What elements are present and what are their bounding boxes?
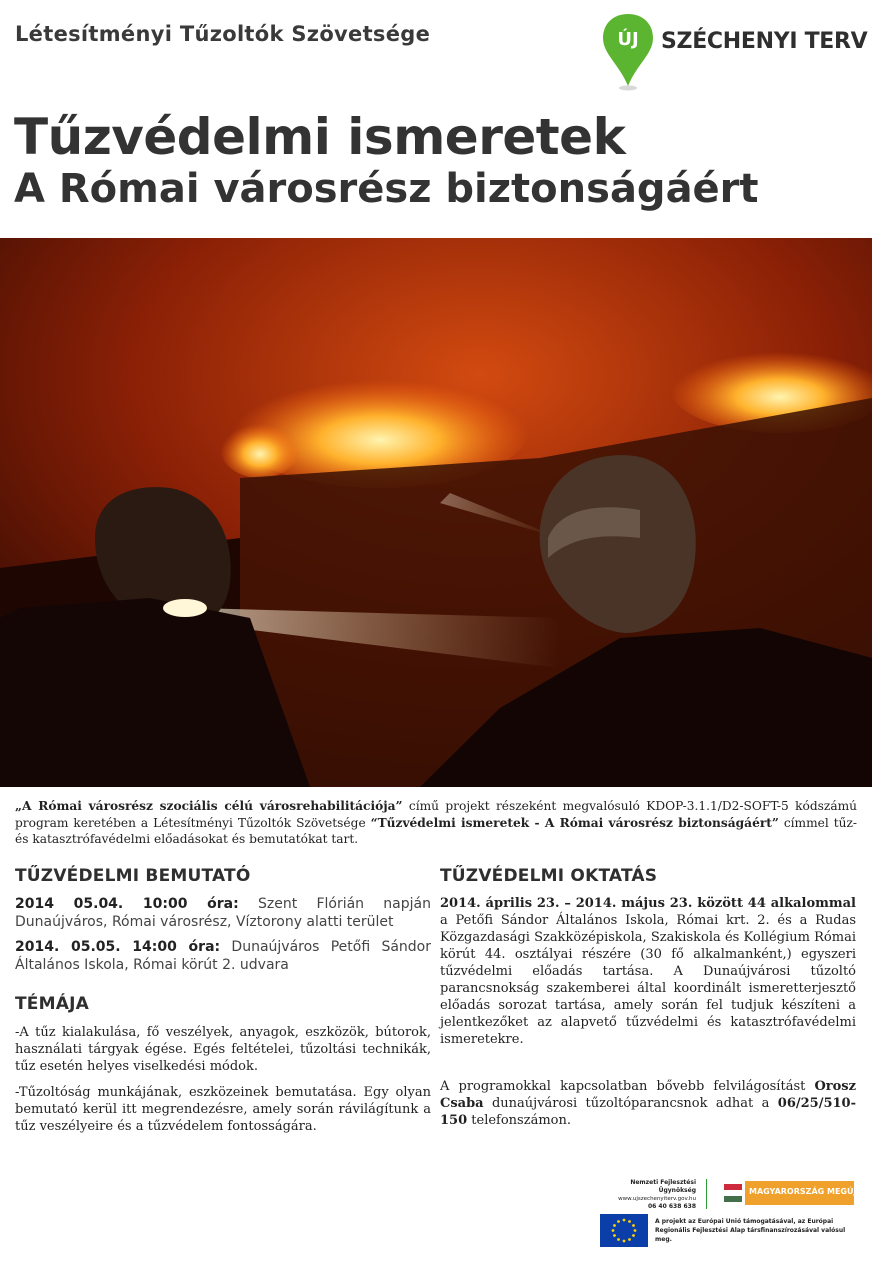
- nfu-block: [600, 1179, 696, 1211]
- bemutato-heading: TŰZVÉDELMI BEMUTATÓ: [15, 866, 251, 886]
- page-subtitle: A Római városrész biztonságáért: [14, 166, 759, 212]
- contact-name: Orosz Csaba: [440, 1079, 856, 1111]
- contact-paragraph: [440, 1078, 856, 1129]
- nfu-phone: 06 40 638 638: [647, 1203, 696, 1210]
- logo-letter: ÚJ: [617, 29, 639, 50]
- intro-paragraph: [15, 798, 857, 848]
- project-name: „A Római városrész szociális célú városrehabilitációja”: [15, 799, 403, 813]
- left-column: [15, 866, 431, 1135]
- temaja-paragraph-2: -Tűzoltóság munkájának, eszközeinek bemutatása. Egy olyan bemutató kerül itt megrendezésre, amely során rávilágítunk a tűz veszélyeire és a tűzvédelem fontosságára.: [15, 1085, 431, 1134]
- contact-text-2: dunaújvárosi tűzoltóparancsnok adhat a: [483, 1096, 778, 1111]
- szechenyi-terv-logo: [601, 12, 868, 92]
- eu-flag-icon: [600, 1214, 648, 1247]
- contact-text-3: telefonszámon.: [467, 1113, 571, 1128]
- organization-name: Létesítményi Tűzoltók Szövetsége: [15, 22, 431, 46]
- bemutato-item-2: [15, 938, 431, 974]
- firefighters-photo: [0, 238, 872, 787]
- magyarorszag-megujul-badge: [721, 1181, 869, 1205]
- temaja-heading: TÉMÁJA: [15, 994, 89, 1014]
- intro-text-2: címmel tűz- és katasztrófavédelmi előadásokat és bemutatókat tart.: [15, 815, 858, 846]
- magyarorszag-megujul-text: MAGYARORSZÁG MEGÚJUL: [749, 1187, 869, 1196]
- divider: [706, 1179, 707, 1209]
- map-pin-icon: [601, 12, 655, 92]
- bemutato-item-1: [15, 895, 431, 931]
- right-column: [440, 866, 856, 1129]
- intro-text-1: című projekt részeként megvalósuló KDOP-3.1.1/D2-SOFT-5 kódszámú program keretében a Létesítményi Tűzoltók Szövetsége: [15, 799, 857, 830]
- oktatas-text: a Petőfi Sándor Általános Iskola, Római krt. 2. és a Rudas Közgazdasági Szakközépiskola, Szakiskola és Kollégium Római körút 44. osztályai részére (30 fő alkalmanként,) egyszeri tűzvédelmi előadás tartása. A Dunaújvárosi tűzoltó parancsnokság szakemberei által koordinált ismeretterjesztő előadás sorozat tartása, amely során fel tudjuk készíteni a jelentkezőket az alapvető tűzvédelmi és katasztrófavédelmi ismeretekre.: [440, 913, 856, 1047]
- bemutato-item-2-date: 2014. 05.05. 14:00 óra:: [15, 939, 221, 955]
- bemutato-item-1-text: Szent Flórián napján Dunaújváros, Római városrész, Víztorony alatti terület: [15, 896, 431, 930]
- program-name: “Tűzvédelmi ismeretek - A Római városrész biztonságáért”: [370, 815, 779, 830]
- logo-text: SZÉCHENYI TERV: [661, 29, 868, 54]
- fire-scene-image: [0, 238, 872, 787]
- contact-phone: 06/25/510-150: [440, 1096, 856, 1128]
- bemutato-item-2-text: Dunaújváros Petőfi Sándor Általános Iskola, Római körút 2. udvara: [15, 939, 432, 973]
- hungarian-flag-icon: [721, 1181, 745, 1205]
- oktatas-heading: TŰZVÉDELMI OKTATÁS: [440, 866, 658, 886]
- eu-funding-text: A projekt az Európai Unió támogatásával, az Európai Regionális Fejlesztési Alap társfinanszírozásával valósul meg.: [655, 1218, 846, 1243]
- oktatas-dates: 2014. április 23. – 2014. május 23. között 44 alkalommal: [440, 896, 856, 911]
- nfu-name: Nemzeti Fejlesztési Ügynökség: [630, 1179, 696, 1194]
- bemutato-item-1-date: 2014 05.04. 10:00 óra:: [15, 896, 239, 912]
- temaja-paragraph-1: -A tűz kialakulása, fő veszélyek, anyagok, eszközök, bútorok, használati tárgyak égése. Egés feltételei, tűzoltási technikák, tűz esetén helyes viselkedési módok.: [15, 1025, 431, 1074]
- nfu-website: www.ujszechenyiterv.gov.hu: [618, 1196, 696, 1202]
- oktatas-paragraph: [440, 895, 856, 1048]
- page-title: Tűzvédelmi ismeretek: [14, 108, 626, 166]
- footer-logos: [600, 1177, 869, 1252]
- contact-text-1: A programokkal kapcsolatban bővebb felvilágosítást: [440, 1079, 815, 1094]
